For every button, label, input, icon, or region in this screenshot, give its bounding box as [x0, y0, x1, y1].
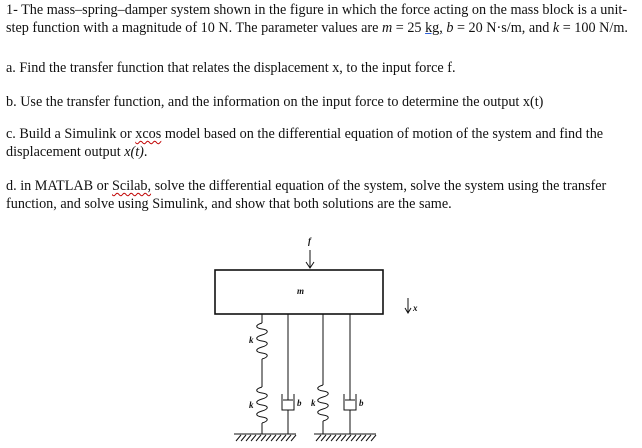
ground-left: [234, 434, 296, 441]
spring-right: [318, 314, 329, 434]
scilab-word: Scilab,: [112, 178, 152, 194]
xcos-word: xcos: [135, 126, 162, 142]
mass-symbol: m: [381, 20, 393, 36]
damping-symbol: b: [446, 20, 454, 36]
force-label: f: [308, 236, 311, 246]
damper-right: [344, 314, 356, 434]
spring-label-3: k: [311, 398, 316, 408]
force-arrow: [306, 250, 314, 268]
x-of-t: x(t): [124, 144, 144, 160]
intro-text-4: = 100 N/m.: [559, 20, 628, 36]
damper-left: [282, 314, 294, 434]
spring-left: [257, 314, 268, 434]
spring-label-2: k: [249, 400, 254, 410]
stiffness-symbol: k: [552, 20, 560, 36]
spring-label-1: k: [249, 335, 254, 345]
damper-label-1: b: [297, 398, 302, 408]
mass-label: m: [297, 286, 305, 296]
intro-text-2: = 25: [392, 20, 426, 36]
part-a: a. Find the transfer function that relates the displacement x, to the input force f.: [6, 60, 456, 76]
part-c: c. Build a Simulink or xcos model based on the differential equation of motion of the system and find the displacement output x(t).: [6, 126, 604, 160]
part-b: b. Use the transfer function, and the information on the input force to determine the output x(t): [6, 94, 544, 110]
kg-unit: kg,: [425, 20, 443, 36]
intro-text-3: = 20 N·s/m, and: [453, 20, 553, 36]
part-d: d. in MATLAB or Scilab, solve the differential equation of the system, solve the system using the transfer function, and solve using Simulink, and show that both solutions are the same.: [6, 178, 607, 212]
displacement-arrow: [405, 298, 411, 313]
intro-text: 1- The mass–spring–damper system shown in the figure in which the force acting on the mass block is a unit-step function with a magnitude of 10 N. The parameter values are: [6, 2, 628, 36]
ground-right: [314, 434, 376, 441]
displacement-label: x: [413, 303, 418, 313]
damper-label-2: b: [359, 398, 364, 408]
